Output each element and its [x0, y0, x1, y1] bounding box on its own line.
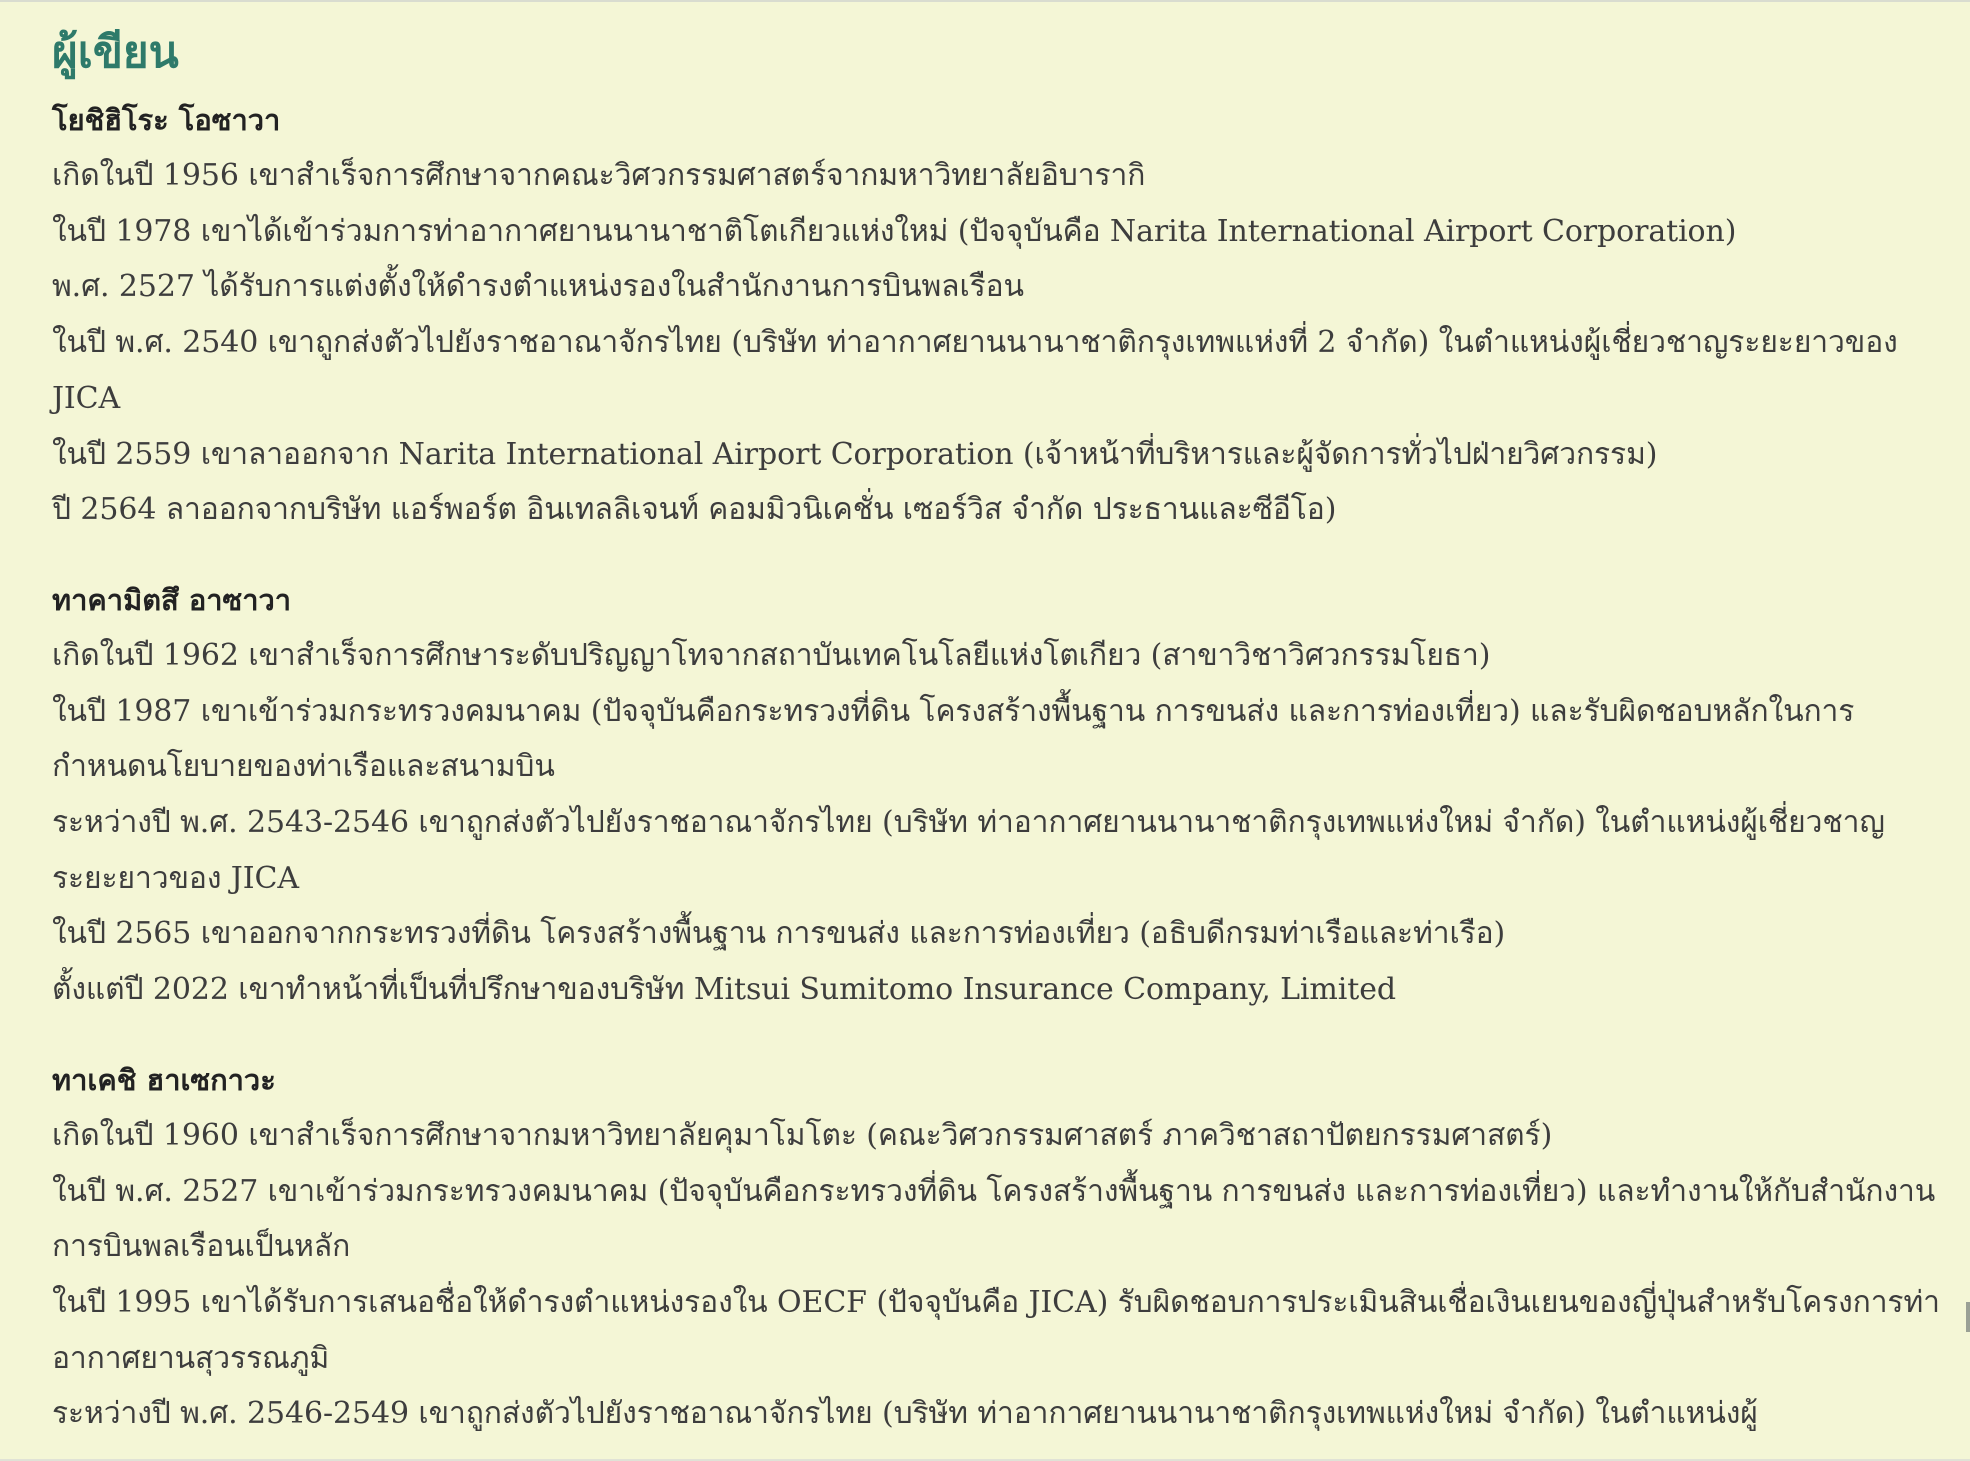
bio-line: เกิดในปี 1960 เขาสำเร็จการศึกษาจากมหาวิทยาลัยคุมาโมโตะ (คณะวิศวกรรมศาสตร์ ภาควิชาสถาปัตยกรรมศาสตร์) [52, 1117, 1553, 1153]
bio-line: ระหว่างปี พ.ศ. 2543-2546 เขาถูกส่งตัวไปยังราชอาณาจักรไทย (บริษัท ท่าอากาศยานนานาชาติกรุงเทพแห่งใหม่ จำกัด) ในตำแหน่งผู้เชี่ยวชาญระยะยาวของ JICA [52, 805, 1885, 896]
author-name: โยชิฮิโระ โอซาวา [52, 103, 281, 137]
bio-line: ในปี พ.ศ. 2540 เขาถูกส่งตัวไปยังราชอาณาจักรไทย (บริษัท ท่าอากาศยานนานาชาติกรุงเทพแห่งที่ 2 จำกัด) ในตำแหน่งผู้เชี่ยวชาญระยะยาวของ JICA [52, 325, 1898, 416]
bio-line: ปี 2564 ลาออกจากบริษัท แอร์พอร์ต อินเทลลิเจนท์ คอมมิวนิเคชั่น เซอร์วิส จำกัด ประธานและซีอีโอ) [52, 492, 1337, 528]
author-name: ทาเคชิ ฮาเซกาวะ [52, 1062, 276, 1097]
bio-line: ในปี พ.ศ. 2527 เขาเข้าร่วมกระทรวงคมนาคม (ปัจจุบันคือกระทรวงที่ดิน โครงสร้างพื้นฐาน การขนส่ง และการท่องเที่ยว) และทำงานให้กับสำนักงานการบินพลเรือนเป็นหลัก [52, 1173, 1936, 1265]
author-bio [52, 628, 1942, 1018]
bio-line: ระหว่างปี พ.ศ. 2546-2549 เขาถูกส่งตัวไปยังราชอาณาจักรไทย (บริษัท ท่าอากาศยานนานาชาติกรุงเทพแห่งใหม่ จำกัด) ในตำแหน่งผู้ [52, 1396, 1758, 1432]
bio-line: ในปี 1987 เขาเข้าร่วมกระทรวงคมนาคม (ปัจจุบันคือกระทรวงที่ดิน โครงสร้างพื้นฐาน การขนส่ง และการท่องเที่ยว) และรับผิดชอบหลักในการกำหนดนโยบายของท่าเรือและสนามบิน [52, 693, 1855, 785]
spacer [52, 538, 1942, 572]
author-block [52, 1052, 1942, 1442]
author-bio [52, 1108, 1942, 1442]
bio-line: ตั้งแต่ปี 2022 เขาทำหน้าที่เป็นที่ปรึกษาของบริษัท Mitsui Sumitomo Insurance Company, Limited [52, 972, 1396, 1008]
bio-line: พ.ศ. 2527 ได้รับการแต่งตั้งให้ดำรงตำแหน่งรองในสำนักงานการบินพลเรือน [52, 269, 1024, 305]
bio-line: ในปี 1995 เขาได้รับการเสนอชื่อให้ดำรงตำแหน่งรองใน OECF (ปัจจุบันคือ JICA) รับผิดชอบการประเมินสินเชื่อเงินเยนของญี่ปุ่นสำหรับโครงการท่าอากาศยานสุวรรณภูมิ [52, 1284, 1940, 1376]
author-block [52, 572, 1942, 1018]
scrollbar-thumb[interactable] [1966, 1302, 1970, 1332]
bio-line: เกิดในปี 1962 เขาสำเร็จการศึกษาระดับปริญญาโทจากสถาบันเทคโนโลยีแห่งโตเกียว (สาขาวิชาวิศวกรรมโยธา) [52, 637, 1491, 673]
spacer [52, 1018, 1942, 1052]
bio-line: ในปี 1978 เขาได้เข้าร่วมการท่าอากาศยานนานาชาติโตเกียวแห่งใหม่ (ปัจจุบันคือ Narita International Airport Corporation) [52, 213, 1737, 249]
bio-line: ในปี 2559 เขาลาออกจาก Narita International Airport Corporation (เจ้าหน้าที่บริหารและผู้จัดการทั่วไปฝ่ายวิศวกรรม) [52, 436, 1658, 472]
author-name: ทาคามิตสึ อาซาวา [52, 582, 292, 617]
author-bio [52, 148, 1942, 538]
section-title: ผู้เขียน [52, 27, 179, 78]
author-block [52, 92, 1942, 538]
bio-line: เกิดในปี 1956 เขาสำเร็จการศึกษาจากคณะวิศวกรรมศาสตร์จากมหาวิทยาลัยอิบารากิ [52, 158, 1146, 193]
bio-line: ในปี 2565 เขาออกจากกระทรวงที่ดิน โครงสร้างพื้นฐาน การขนส่ง และการท่องเที่ยว (อธิบดีกรมท่าเรือและท่าเรือ) [52, 916, 1506, 952]
authors-section [52, 16, 1942, 1442]
